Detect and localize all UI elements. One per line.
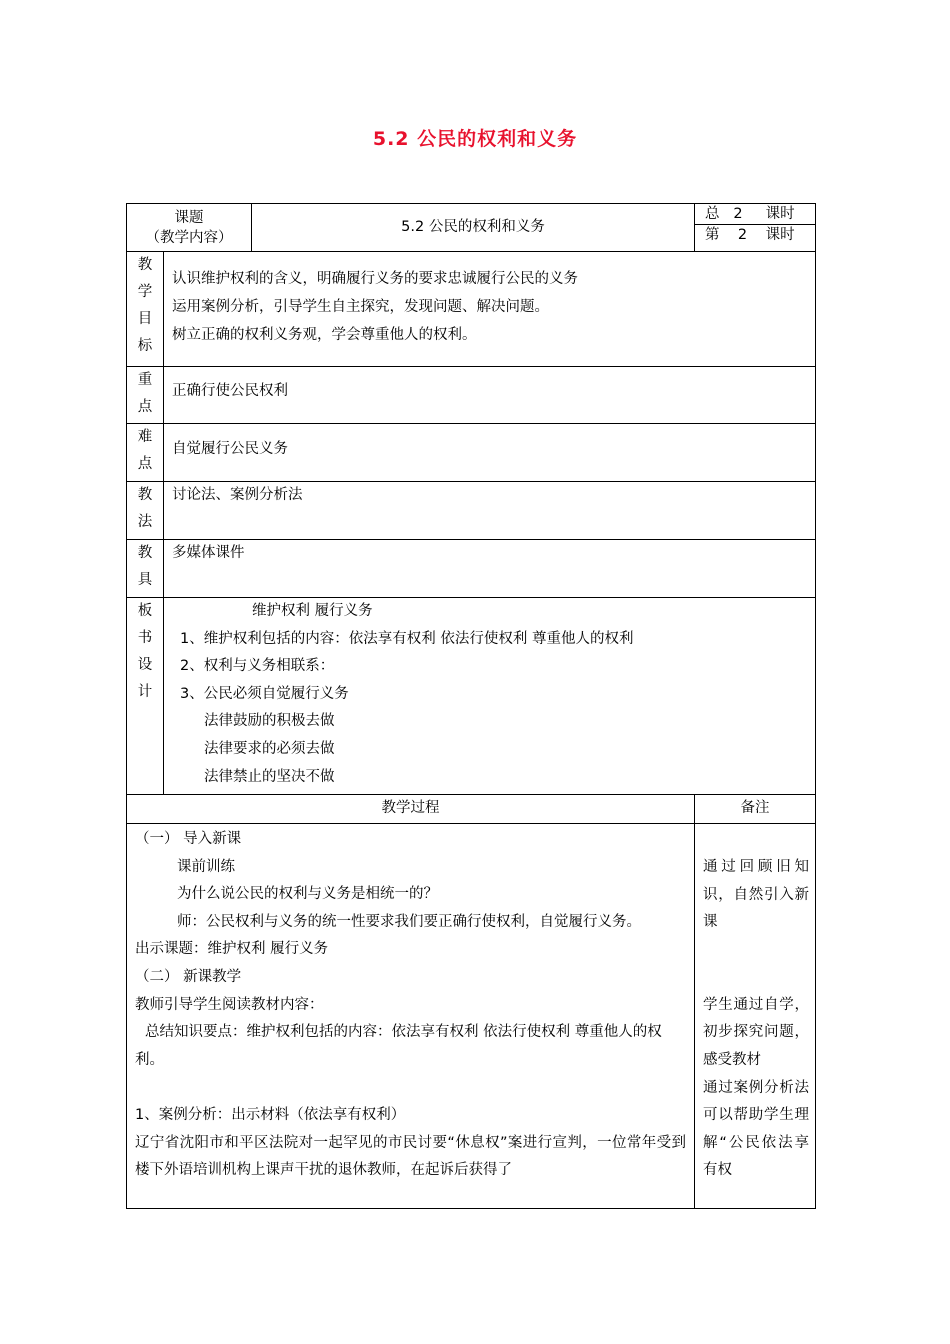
process-line: 为什么说公民的权利与义务是相统一的？ xyxy=(177,886,438,903)
process-header-row xyxy=(127,795,816,824)
note-header: 备注 xyxy=(695,795,816,824)
note-line: 学生通过自学，初步探究问题，感受教材 xyxy=(703,996,809,1068)
topic-label: 课题 xyxy=(174,210,204,226)
board-content xyxy=(164,598,816,795)
board-line: 法律鼓励的积极去做 xyxy=(204,713,335,730)
blank-line xyxy=(135,1074,686,1102)
document-title: 5.2 公民的权利和义务 xyxy=(372,128,578,150)
key-label: 重 点 xyxy=(127,367,164,424)
hours-current: 第 2 课时 xyxy=(705,227,795,243)
board-label: 板 书 设 计 xyxy=(127,598,164,795)
topic-cell xyxy=(252,204,695,252)
note-line: 通过回顾旧知识，自然引入新课 xyxy=(703,859,809,931)
process-line: 辽宁省沈阳市和平区法院对一起罕见的市民讨要“休息权”案进行宣判，一位常年受到楼下外语培训机构上课声干扰的退休教师，在起诉后获得了 xyxy=(135,1134,686,1179)
process-content xyxy=(127,824,695,1209)
topic-text: 5.2 公民的权利和义务 xyxy=(401,219,545,235)
method-label: 教 法 xyxy=(127,482,164,540)
difficulty-row xyxy=(127,424,816,482)
goals-content xyxy=(164,252,816,367)
process-line: （二） 新课教学 xyxy=(135,968,242,985)
tools-content: 多媒体课件 xyxy=(164,540,816,598)
note-line: 通过案例分析法可以帮助学生理解“公民依法享有权 xyxy=(703,1079,809,1179)
goal-line: 运用案例分析，引导学生自主探究，发现问题、解决问题。 xyxy=(172,299,549,315)
key-row xyxy=(127,367,816,424)
hours-cell xyxy=(695,204,816,252)
process-line: 总结知识要点：维护权利包括的内容：依法享有权利 依法行使权利 尊重他人的权利。 xyxy=(135,1024,662,1068)
goal-line: 树立正确的权利义务观，学会尊重他人的权利。 xyxy=(172,327,477,343)
process-line: 出示课题：维护权利 履行义务 xyxy=(135,941,329,958)
process-line: 1、案例分析：出示材料（依法享有权利） xyxy=(135,1106,406,1123)
process-header: 教学过程 xyxy=(127,795,695,824)
board-line: 1、维护权利包括的内容：依法享有权利 依法行使权利 尊重他人的权利 xyxy=(180,630,634,647)
method-row xyxy=(127,482,816,540)
process-line: 师：公民权利与义务的统一性要求我们要正确行使权利，自觉履行义务。 xyxy=(177,913,641,930)
difficulty-content: 自觉履行公民义务 xyxy=(164,424,816,482)
tools-label: 教 具 xyxy=(127,540,164,598)
board-line: 法律要求的必须去做 xyxy=(204,740,335,757)
board-heading: 维护权利 履行义务 xyxy=(252,603,373,619)
process-line: 教师引导学生阅读教材内容： xyxy=(135,996,324,1013)
topic-label-cell xyxy=(127,204,252,252)
process-line: （一） 导入新课 xyxy=(135,831,242,847)
tools-row xyxy=(127,540,816,598)
board-line: 2、权利与义务相联系： xyxy=(180,658,335,675)
board-line: 3、公民必须自觉履行义务 xyxy=(180,685,349,702)
difficulty-label: 难 点 xyxy=(127,424,164,482)
key-content: 正确行使公民权利 xyxy=(164,367,816,424)
board-row xyxy=(127,598,816,795)
method-content: 讨论法、案例分析法 xyxy=(164,482,816,540)
process-row xyxy=(127,824,816,1209)
blank-line xyxy=(703,937,809,992)
goals-label: 教 学 目 标 xyxy=(127,252,164,367)
topic-label-sub: （教学内容） xyxy=(145,230,233,246)
goal-line: 认识维护权利的含义，明确履行义务的要求忠诚履行公民的义务 xyxy=(172,271,578,287)
board-line: 法律禁止的坚决不做 xyxy=(204,768,335,785)
header-row xyxy=(127,204,816,252)
lesson-plan-table xyxy=(126,203,816,1209)
hours-total: 总 2 课时 xyxy=(695,204,815,225)
note-content xyxy=(695,824,816,1209)
goals-row xyxy=(127,252,816,367)
process-line: 课前训练 xyxy=(177,858,235,875)
